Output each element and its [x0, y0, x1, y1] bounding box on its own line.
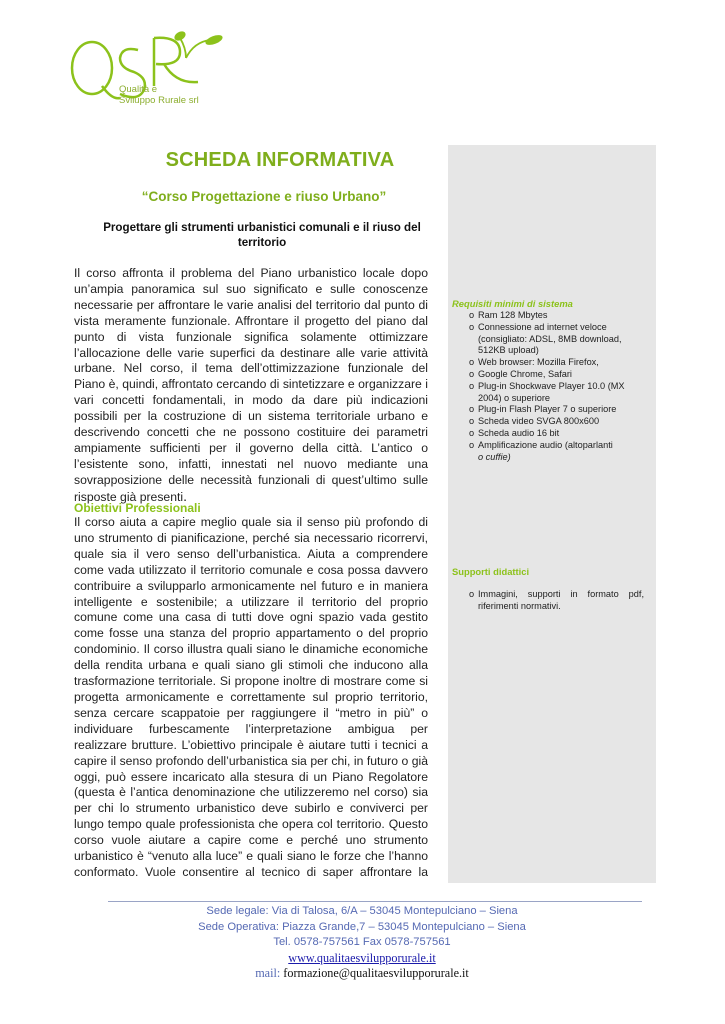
email-address[interactable]: formazione@qualitaesvilupporurale.it: [283, 966, 469, 981]
footer-legal-address: Sede legale: Via di Talosa, 6/A – 53045 Montepulciano – Siena: [206, 905, 518, 917]
bullet-icon: o: [469, 368, 475, 379]
list-item: [469, 357, 638, 369]
mail-label: mail:: [255, 966, 281, 981]
intro-text: Il corso affronta il problema del Piano urbanistico locale dopo un’ampia panoramica sul suo significato e sulle conoscenze necessarie per affrontare le varie analisi del territorio dal punto di vista meramente funzionale. Affrontare il progetto del piano dal punto di vista funzionale significa solamente ottimizzare l’allocazione delle varie superfici da destinare alle varie attività urbane. Nel corso, il tema dell’ottimizzazione funzionale del Piano è, quindi, affrontato cercando di sintetizzare e organizzare i vari concetti fondamentali, in modo da dare più indicazioni possibili per la costruzione di un sistema territoriale urbano e descrivendo concetti che ne possono costituire dei parametri ampiamente sufficienti per il governo della città. L’antico o l’esistente sono, infatti, innestati nel nuovo mediante una sovrapposizione delle necessità funzionali di quest’ultimo sulle risposte già presenti: [74, 266, 428, 504]
list-item: [469, 381, 638, 405]
page-title: SCHEDA INFORMATIVA: [165, 149, 395, 171]
requirement-text: Web browser: Mozilla Firefox,: [478, 357, 599, 368]
requirement-text: Amplificazione audio (altoparlanti: [478, 439, 613, 450]
support-list: [469, 589, 644, 613]
list-item: [469, 416, 638, 428]
requirement-text: Scheda video SVGA 800x600: [478, 416, 600, 427]
bullet-icon: o: [469, 416, 475, 427]
requirement-tail: o cuffie): [478, 451, 511, 462]
logo-caption-line1: Qualità e: [119, 84, 158, 95]
list-item: [469, 440, 638, 464]
intro-paragraph: [74, 266, 428, 506]
objectives-title: Obiettivi Professionali: [74, 501, 201, 515]
bullet-icon: o: [469, 310, 475, 320]
bullet-icon: o: [469, 380, 475, 391]
requirement-text: Google Chrome, Safari: [478, 368, 572, 379]
support-title: Supporti didattici: [452, 566, 530, 577]
requirement-text: Scheda audio 16 bit: [478, 427, 560, 438]
footer-phone: Tel. 0578-757561 Fax 0578-757561: [273, 936, 451, 949]
list-item: [469, 310, 638, 322]
course-heading: Progettare gli strumenti urbanistici comunali e il riuso del territorio: [103, 221, 421, 249]
list-item: [469, 404, 638, 416]
list-item: [469, 428, 638, 440]
requirements-list: [469, 310, 638, 463]
objectives-paragraph: Il corso aiuta a capire meglio quale sia il senso più profondo di uno strumento di pianificazione, perché sia necessario ricorrervi, quale sia il vero senso dell’urbanistica. Aiuta a comprendere come vada utilizzato il territorio comunale e cosa possa davvero contribuire a svilupparlo armonicamente nel futuro e in maniera intelligente e sostenibile; a utilizzare il territorio del proprio comune come una casa di tutti dove ogni spazio vada gestito come fosse una stanza del proprio appartamento o del proprio condominio. Il corso illustra quali siano le dinamiche economiche della rendita urbana e quali siano gli stimoli che inducono alla trasformazione territoriale. Si propone inoltre di mostrare come si progetta armonicamente e correttamente sul proprio territorio, senza cercare scappatoie per raggiungere il “metro in più” o individuare furbescamente l’interpretazione ambigua per realizzare brutture. L’obiettivo principale è aiutare tutti i tecnici a capire il senso profondo dell’urbanistica sia per chi, in futuro o già oggi, può essere incaricato alla stesura di un Piano Regolatore (questa è l’antica denominazione che utilizzeremo nel corso) sia per chi lo strumento urbanistico deve subirlo e conviverci per lungo tempo quale professionista che opera col territorio. Questo corso vuole aiutare a capire come e perché uno strumento urbanistico è “venuto alla luce” e quali siano le forze che l’hanno conformato. Vuole consentire al tecnico di saper affrontare la: [74, 515, 428, 879]
list-item: [469, 369, 638, 381]
website-link[interactable]: www.qualitaesvilupporurale.it: [288, 950, 436, 965]
bullet-icon: o: [469, 357, 475, 368]
requirements-title: Requisiti minimi di sistema: [452, 298, 573, 309]
sidebar-panel: [448, 145, 656, 883]
logo-caption: [119, 84, 199, 106]
footer-operational-address: Sede Operativa: Piazza Grande,7 – 53045 Montepulciano – Siena: [198, 920, 526, 933]
footer-divider: [108, 901, 642, 902]
intro-end: .: [183, 487, 187, 504]
requirement-text: Plug-in Shockwave Player 10.0 (MX 2004) o superiore: [478, 380, 625, 403]
footer: [108, 904, 616, 982]
list-item: [469, 322, 638, 357]
list-item: [469, 589, 644, 613]
bullet-icon: o: [469, 404, 475, 415]
bullet-icon: o: [469, 439, 475, 450]
bullet-icon: o: [469, 321, 475, 332]
requirement-text: Connessione ad internet veloce (consigliato: ADSL, 8MB download, 512KB upload): [478, 321, 622, 356]
course-subtitle: “Corso Progettazione e riuso Urbano”: [141, 189, 387, 204]
requirement-text: Plug-in Flash Player 7 o superiore: [478, 404, 617, 415]
requirement-text: Ram 128 Mbytes: [478, 310, 548, 320]
support-text: Immagini, supporti in formato pdf, riferimenti normativi.: [478, 589, 644, 611]
bullet-icon: o: [469, 427, 475, 438]
logo-caption-line2: Sviluppo Rurale srl: [119, 95, 199, 106]
bullet-icon: o: [469, 589, 475, 599]
